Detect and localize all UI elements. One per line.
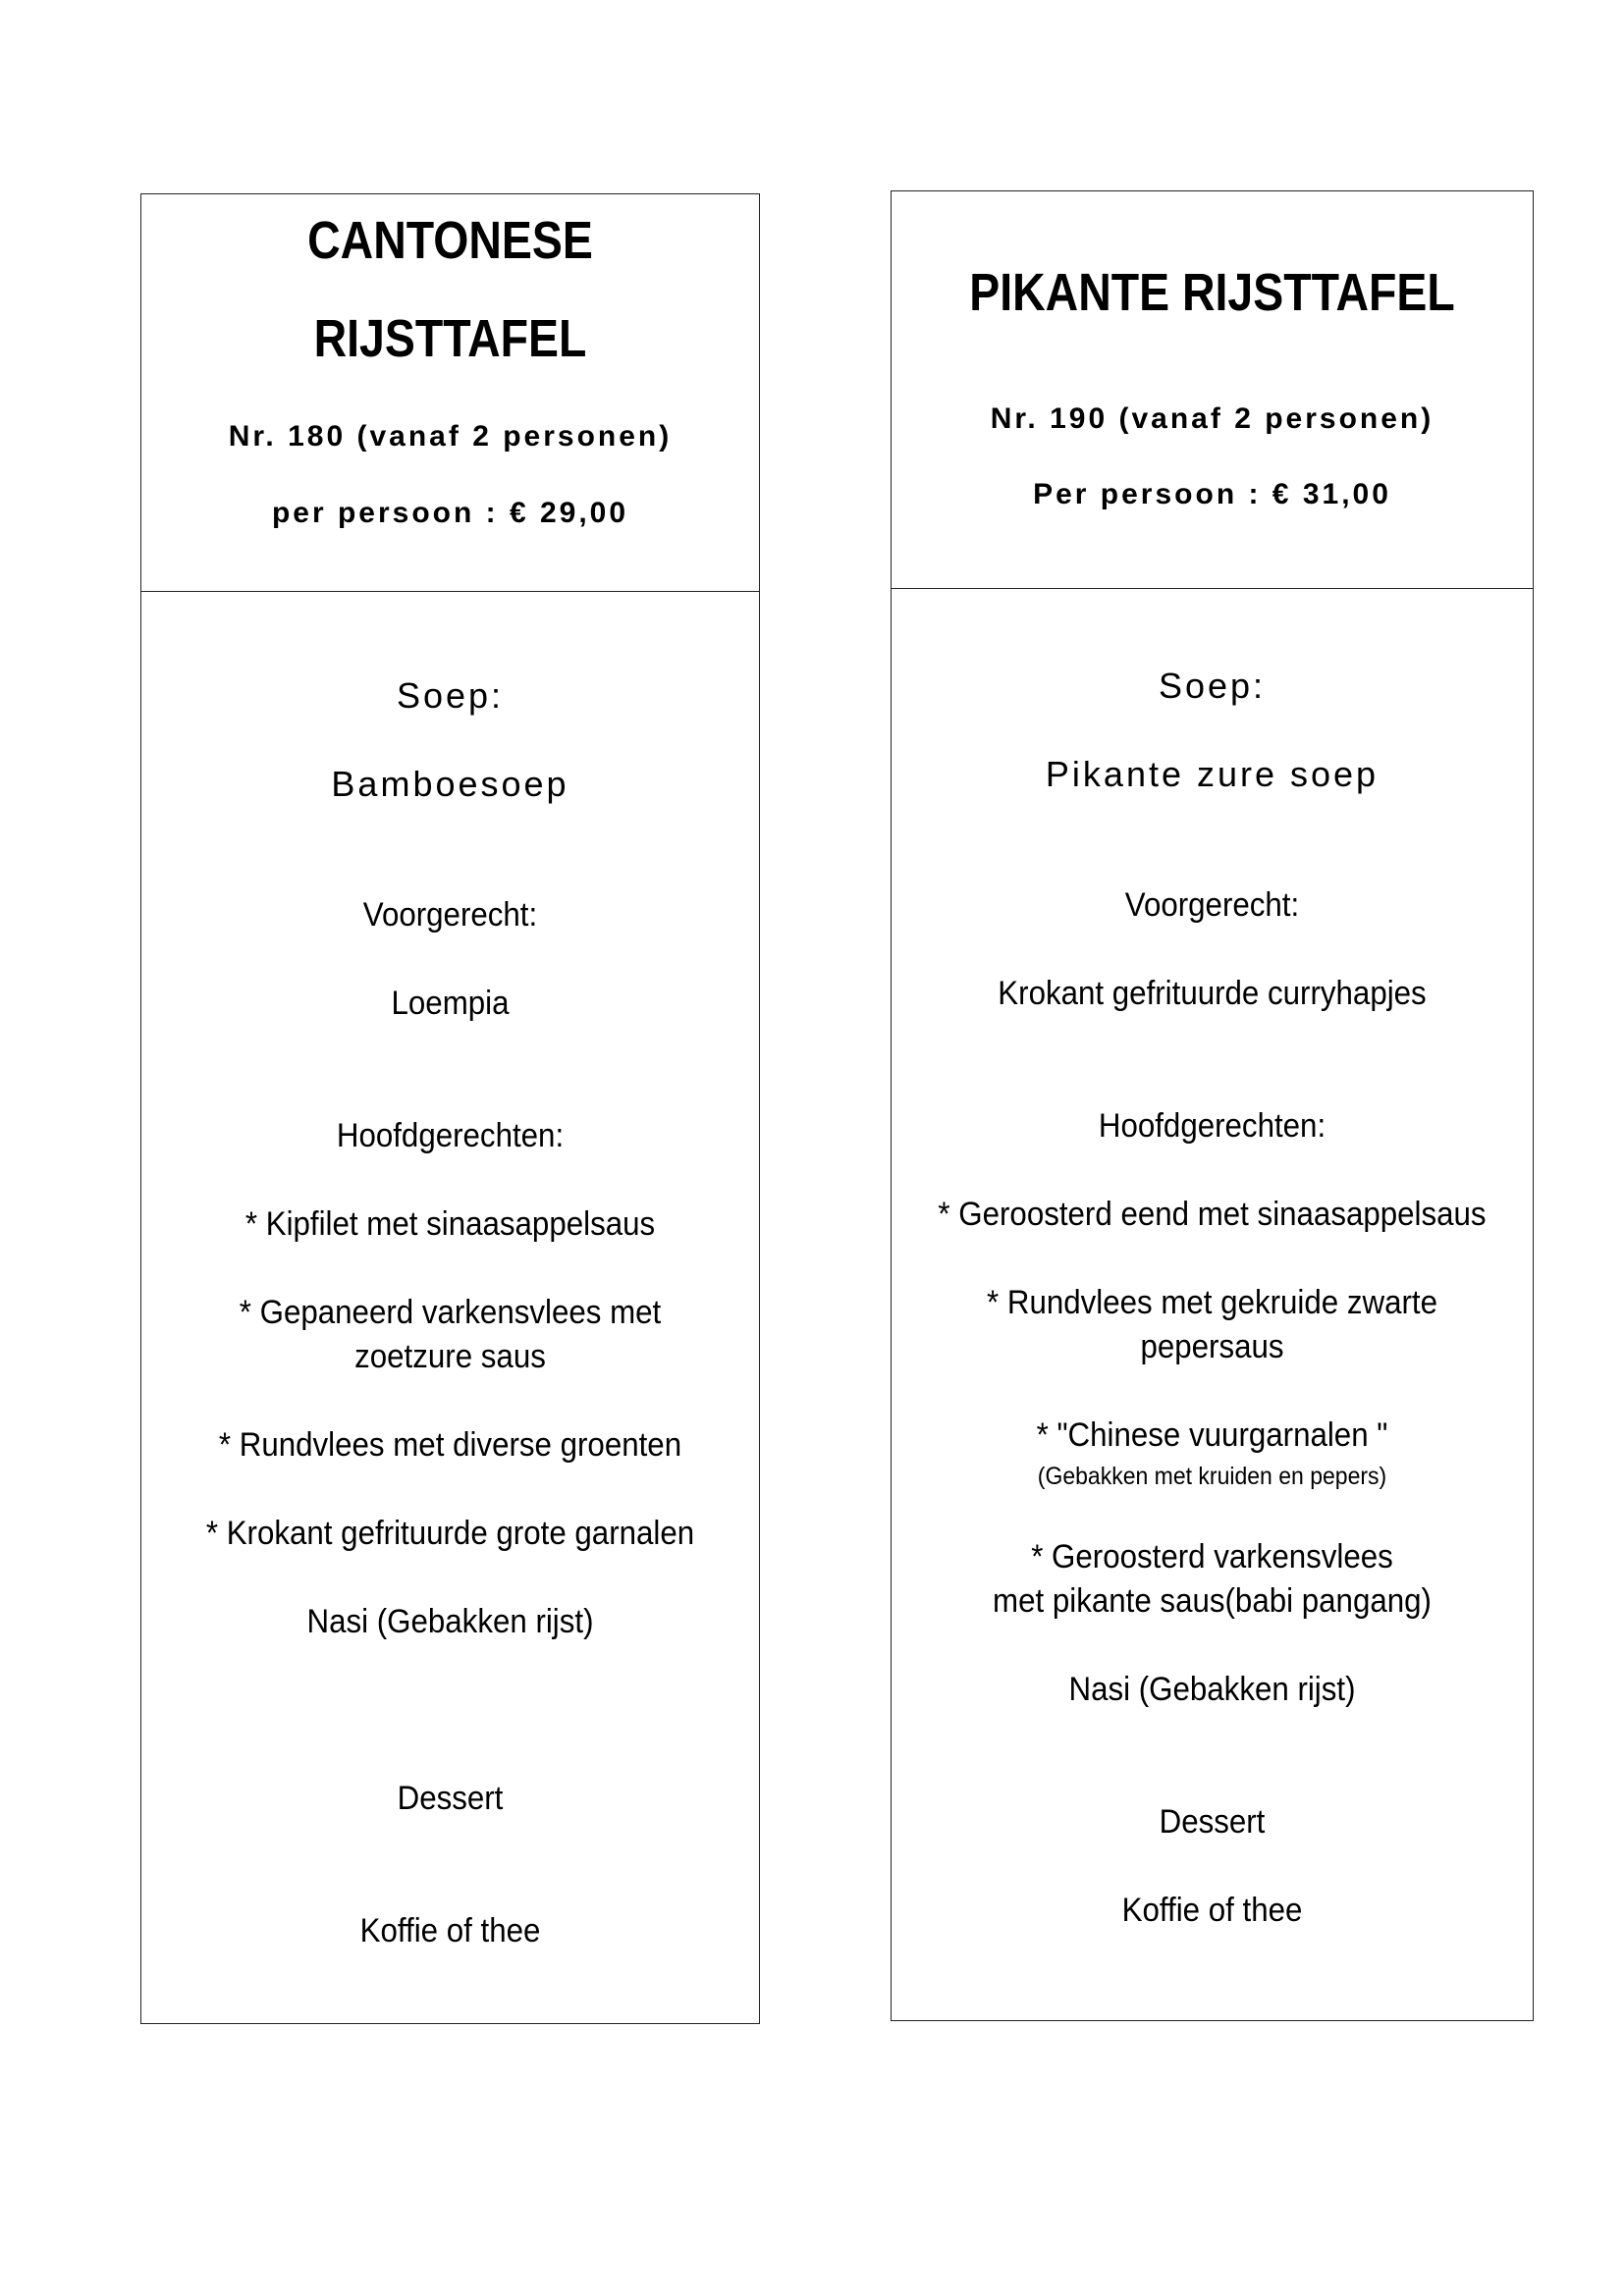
rice-item: Nasi (Gebakken rijst) xyxy=(306,1603,594,1640)
menu-body xyxy=(141,592,759,2023)
drink-item: Koffie of thee xyxy=(1121,1892,1303,1929)
menu-price: per persoon : € 29,00 xyxy=(271,497,629,529)
main-item-3-note: (Gebakken met kruiden en pepers) xyxy=(1037,1463,1387,1490)
main-item-2-line2: pepersaus xyxy=(1140,1328,1284,1365)
menu-card-cantonese xyxy=(140,193,760,2024)
menu-card-pikante xyxy=(891,190,1534,2021)
menu-header xyxy=(892,191,1533,589)
main-item-2-line2: zoetzure saus xyxy=(354,1338,546,1375)
main-item-3: * Rundvlees met diverse groenten xyxy=(218,1426,682,1464)
starter-item: Loempia xyxy=(391,985,510,1022)
dessert-item: Dessert xyxy=(1159,1803,1266,1841)
menu-title-line1: CANTONESE xyxy=(307,211,593,270)
starter-label: Voorgerecht: xyxy=(362,896,538,934)
main-item-1: * Kipfilet met sinaasappelsaus xyxy=(244,1205,656,1243)
menu-body xyxy=(892,589,1533,2020)
drink-item: Koffie of thee xyxy=(359,1912,541,1949)
starter-item: Krokant gefrituurde curryhapjes xyxy=(998,975,1427,1012)
menu-title-line2: RIJSTTAFEL xyxy=(313,309,587,368)
menu-number: Nr. 180 (vanaf 2 personen) xyxy=(228,420,673,453)
menu-title: PIKANTE RIJSTTAFEL xyxy=(969,263,1455,322)
mains-label: Hoofdgerechten: xyxy=(336,1117,565,1154)
mains-label: Hoofdgerechten: xyxy=(1098,1107,1326,1145)
rice-item: Nasi (Gebakken rijst) xyxy=(1068,1671,1356,1708)
dessert-item: Dessert xyxy=(397,1780,504,1817)
main-item-4-line1: * Geroosterd varkensvlees xyxy=(1031,1538,1393,1575)
soup-item: Bamboesoep xyxy=(331,764,569,804)
main-item-1: * Geroosterd eend met sinaasappelsaus xyxy=(938,1196,1487,1233)
menu-header xyxy=(141,194,759,592)
starter-label: Voorgerecht: xyxy=(1124,886,1300,924)
main-item-4: * Krokant gefrituurde grote garnalen xyxy=(205,1515,695,1552)
main-item-4-line2: met pikante saus(babi pangang) xyxy=(993,1582,1432,1620)
menu-number: Nr. 190 (vanaf 2 personen) xyxy=(990,402,1435,435)
soup-item: Pikante zure soep xyxy=(1045,754,1380,794)
main-item-2-line1: * Rundvlees met gekruide zwarte xyxy=(986,1284,1437,1321)
menu-price: Per persoon : € 31,00 xyxy=(1033,478,1391,510)
soup-label: Soep: xyxy=(1158,666,1267,706)
soup-label: Soep: xyxy=(396,675,505,716)
main-item-3: * "Chinese vuurgarnalen " xyxy=(1036,1416,1388,1454)
main-item-2-line1: * Gepaneerd varkensvlees met xyxy=(239,1294,662,1331)
